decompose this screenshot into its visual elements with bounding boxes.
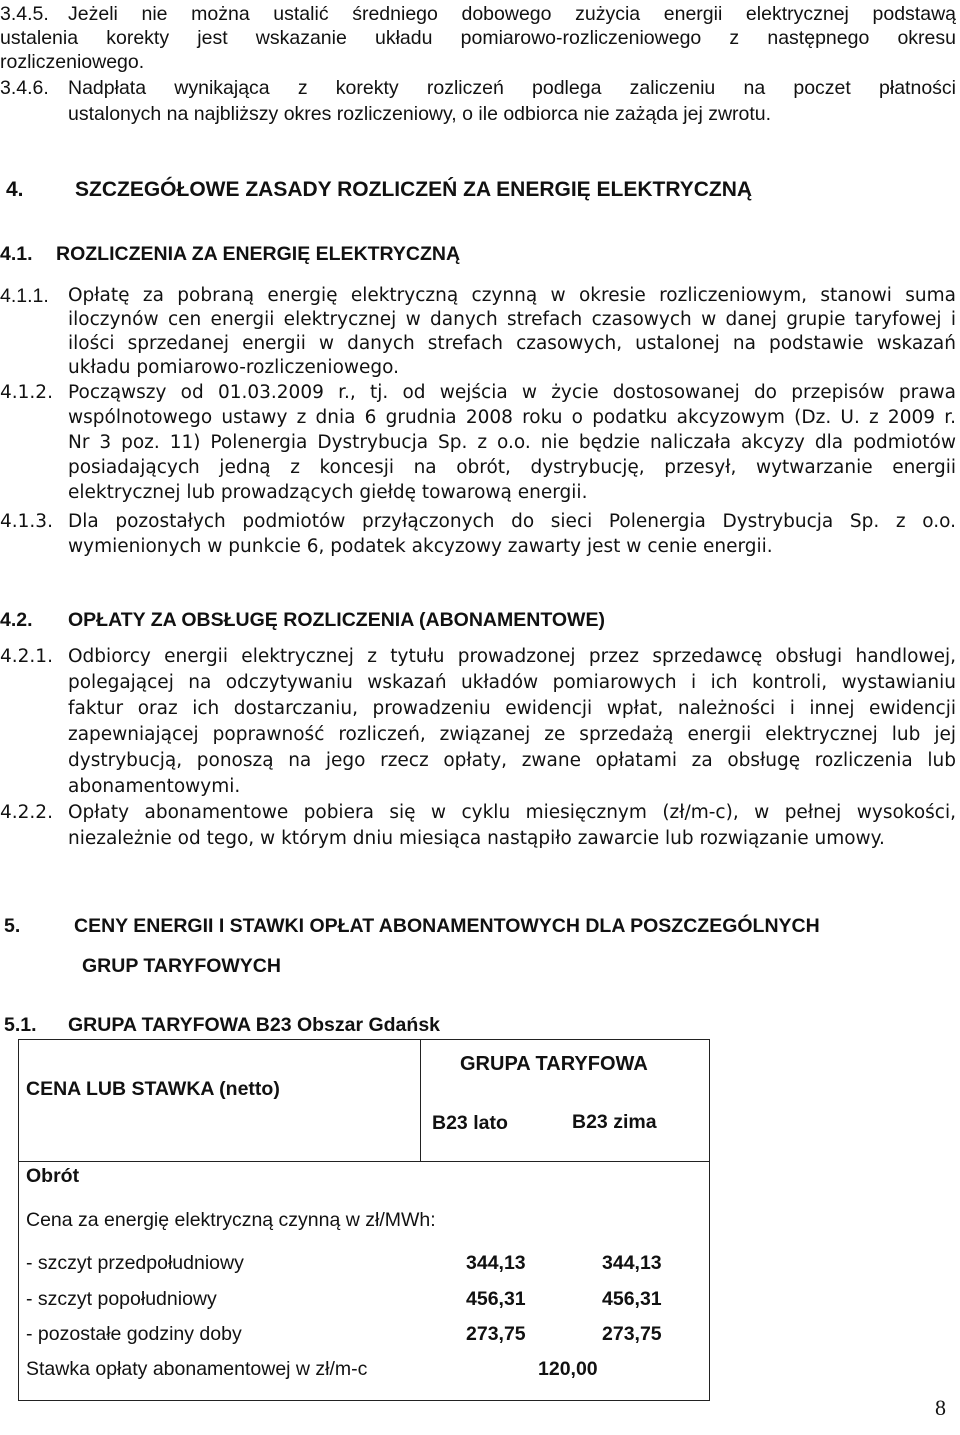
paragraph-line: Nadpłata wynikająca z korekty rozliczeń podlega zaliczeniu na poczet płatności [68, 77, 956, 99]
table-row-value-lato: 273,75 [466, 1323, 526, 1345]
section-number: 4.2.2. [0, 802, 53, 823]
paragraph-line: Opłaty abonamentowe pobiera się w cyklu miesięcznym (zł/m-c), w pełnej wysokości, [68, 802, 956, 823]
paragraph-line: faktur oraz ich dostarczaniu, prowadzeniu ewidencji wpłat, należności i innej ewidencji [68, 698, 956, 719]
table-col-b23-zima: B23 zima [572, 1111, 657, 1133]
paragraph-line: abonamentowymi. [68, 776, 241, 797]
paragraph-line: wspólnotowego ustawy z dnia 6 grudnia 2008 roku o podatku akcyzowym (Dz. U. z 2009 r. [68, 407, 956, 428]
paragraph-line: Dla pozostałych podmiotów przyłączonych do sieci Polenergia Dystrybucja Sp. z o.o. [68, 511, 956, 532]
section-number: 4.1.1. [0, 285, 49, 307]
section-number: 4.1.2. [0, 382, 53, 403]
table-row-label: - szczyt popołudniowy [26, 1288, 217, 1310]
table-row-value-lato: 456,31 [466, 1288, 526, 1310]
table-row-value-zima: 273,75 [602, 1323, 662, 1345]
table-divider [420, 1039, 421, 1162]
table-row-label: - szczyt przedpołudniowy [26, 1252, 244, 1274]
paragraph-line: Jeżeli nie można ustalić średniego dobowego zużycia energii elektrycznej podstawą [68, 3, 956, 25]
table-row-value-lato: 344,13 [466, 1252, 526, 1274]
section-number: 4.1.3. [0, 511, 53, 532]
section-number: 3.4.6. [0, 77, 49, 99]
paragraph-line: wymienionych w punkcie 6, podatek akcyzowy zawarty jest w cenie energii. [68, 536, 773, 557]
paragraph-line: polegającej na odczytywaniu wskazań układów pomiarowych i ich kontroli, wystawianiu [68, 672, 956, 693]
subheading-number: 4.1. [0, 243, 33, 265]
heading-number: 5. [4, 915, 21, 937]
table-header-price: CENA LUB STAWKA (netto) [26, 1078, 280, 1100]
table-row-label: - pozostałe godziny doby [26, 1323, 242, 1345]
subheading-title: OPŁATY ZA OBSŁUGĘ ROZLICZENIA (ABONAMENTOWE) [68, 609, 605, 631]
table-subscription-label: Stawka opłaty abonamentowej w zł/m-c [26, 1358, 368, 1380]
paragraph-line: ustalenia korekty jest wskazanie układu pomiarowo-rozliczeniowego z następnego okresu [0, 27, 956, 49]
table-row-value-zima: 456,31 [602, 1288, 662, 1310]
paragraph-line: Począwszy od 01.03.2009 r., tj. od wejścia w życie dostosowanej do przepisów prawa [68, 382, 956, 403]
table-row-value-zima: 344,13 [602, 1252, 662, 1274]
subheading-number: 4.2. [0, 609, 33, 631]
section-number: 4.2.1. [0, 646, 53, 667]
paragraph-line: Odbiorcy energii elektrycznej z tytułu prowadzonej przez sprzedawcę obsługi handlowej, [68, 646, 956, 667]
subheading-number: 5.1. [4, 1014, 37, 1036]
heading-title-line1: CENY ENERGII I STAWKI OPŁAT ABONAMENTOWYCH DLA POSZCZEGÓLNYCH [74, 915, 820, 937]
subheading-title: GRUPA TARYFOWA B23 Obszar Gdańsk [68, 1014, 441, 1036]
paragraph-line: Nr 3 poz. 11) Polenergia Dystrybucja Sp. z o.o. nie będzie naliczała akcyzy dla podmiotów [68, 432, 956, 453]
table-col-b23-lato: B23 lato [432, 1112, 508, 1134]
paragraph-line: ilości sprzedanej energii w danych strefach czasowych, ustalonej na podstawie wskazań [68, 333, 956, 354]
paragraph-line: posiadających jedną z koncesji na obrót, dystrybucję, przesył, wytwarzanie energii [68, 457, 956, 478]
subheading-title: ROZLICZENIA ZA ENERGIĘ ELEKTRYCZNĄ [56, 243, 461, 265]
heading-title: SZCZEGÓŁOWE ZASADY ROZLICZEŃ ZA ENERGIĘ ELEKTRYCZNĄ [75, 178, 753, 201]
paragraph-line: ustalonych na najbliższy okres rozliczeniowy, o ile odbiorca nie zażąda jej zwrotu. [68, 103, 772, 125]
section-number: 3.4.5. [0, 3, 49, 25]
table-subscription-value: 120,00 [538, 1358, 598, 1380]
paragraph-line: dystrybucją, ponoszą na jego rzecz opłaty, zwane opłatami za obsługę rozliczenia lub [68, 750, 956, 771]
paragraph-line: elektrycznej lub prowadzących giełdę towarową energii. [68, 482, 588, 503]
heading-title-line2: GRUP TARYFOWYCH [82, 955, 281, 977]
paragraph-line: niezależnie od tego, w którym dniu miesiąca nastąpiło zawarcie lub rozwiązanie umowy. [68, 828, 885, 849]
paragraph-line: układu pomiarowo-rozliczeniowego. [68, 357, 400, 378]
paragraph-line: rozliczeniowego. [0, 51, 145, 73]
table-price-label: Cena za energię elektryczną czynną w zł/MWh: [26, 1209, 436, 1231]
page-number: 8 [935, 1395, 946, 1420]
table-header-group: GRUPA TARYFOWA [460, 1053, 648, 1075]
paragraph-line: zapewniającej poprawność rozliczeń, związanej ze sprzedażą energii elektrycznej lub jej [68, 724, 956, 745]
paragraph-line: Opłatę za pobraną energię elektryczną czynną w okresie rozliczeniowym, stanowi suma [68, 285, 956, 306]
table-section-obrot: Obrót [26, 1165, 80, 1187]
paragraph-line: iloczynów cen energii elektrycznej w danych strefach czasowych w danej grupie taryfowej i [68, 309, 956, 330]
heading-number: 4. [6, 178, 24, 201]
